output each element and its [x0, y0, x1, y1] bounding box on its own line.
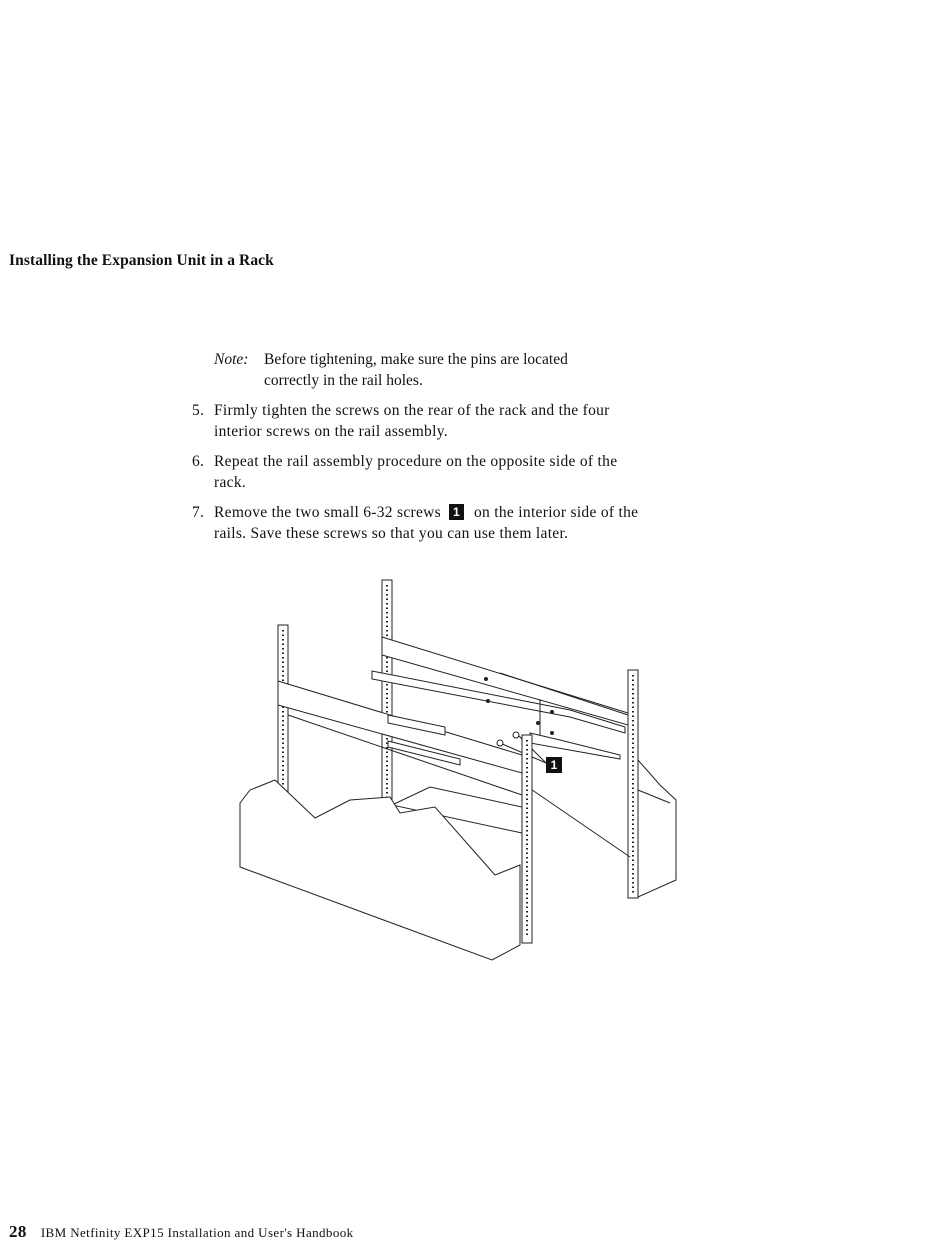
step-text-line2: rails. Save these screws so that you can use them later. — [214, 525, 569, 542]
step-text-line2: interior screws on the rail assembly. — [214, 423, 448, 440]
note-text-line1: Before tightening, make sure the pins are located — [264, 351, 568, 368]
note — [214, 349, 568, 391]
page-number: 28 — [9, 1222, 27, 1241]
step-7 — [192, 502, 732, 544]
step-text-line1: Repeat the rail assembly procedure on the opposite side of the — [214, 453, 618, 470]
step-number: 6. — [192, 453, 205, 470]
note-text-line2: correctly in the rail holes. — [264, 372, 423, 389]
step-text-line1: Firmly tighten the screws on the rear of the rack and the four — [214, 402, 610, 419]
step-text-line1 — [214, 502, 732, 523]
note-label: Note: — [214, 351, 249, 368]
section-heading: Installing the Expansion Unit in a Rack — [9, 252, 274, 269]
step-text-before-callout: Remove the two small 6-32 screws — [214, 504, 441, 521]
step-number: 5. — [192, 402, 205, 419]
step-5 — [192, 400, 732, 442]
rack-rail-illustration — [230, 575, 690, 970]
step-6 — [192, 451, 732, 493]
callout-label: 1 — [546, 757, 562, 773]
callout-reference: 1 — [449, 504, 464, 520]
page-footer — [9, 1222, 354, 1242]
step-text-after-callout: on the interior side of the — [474, 504, 639, 521]
step-text-line2: rack. — [214, 474, 247, 491]
document-title: IBM Netfinity EXP15 Installation and User's Handbook — [40, 1225, 354, 1240]
step-number: 7. — [192, 504, 205, 521]
procedure-steps — [192, 400, 732, 553]
